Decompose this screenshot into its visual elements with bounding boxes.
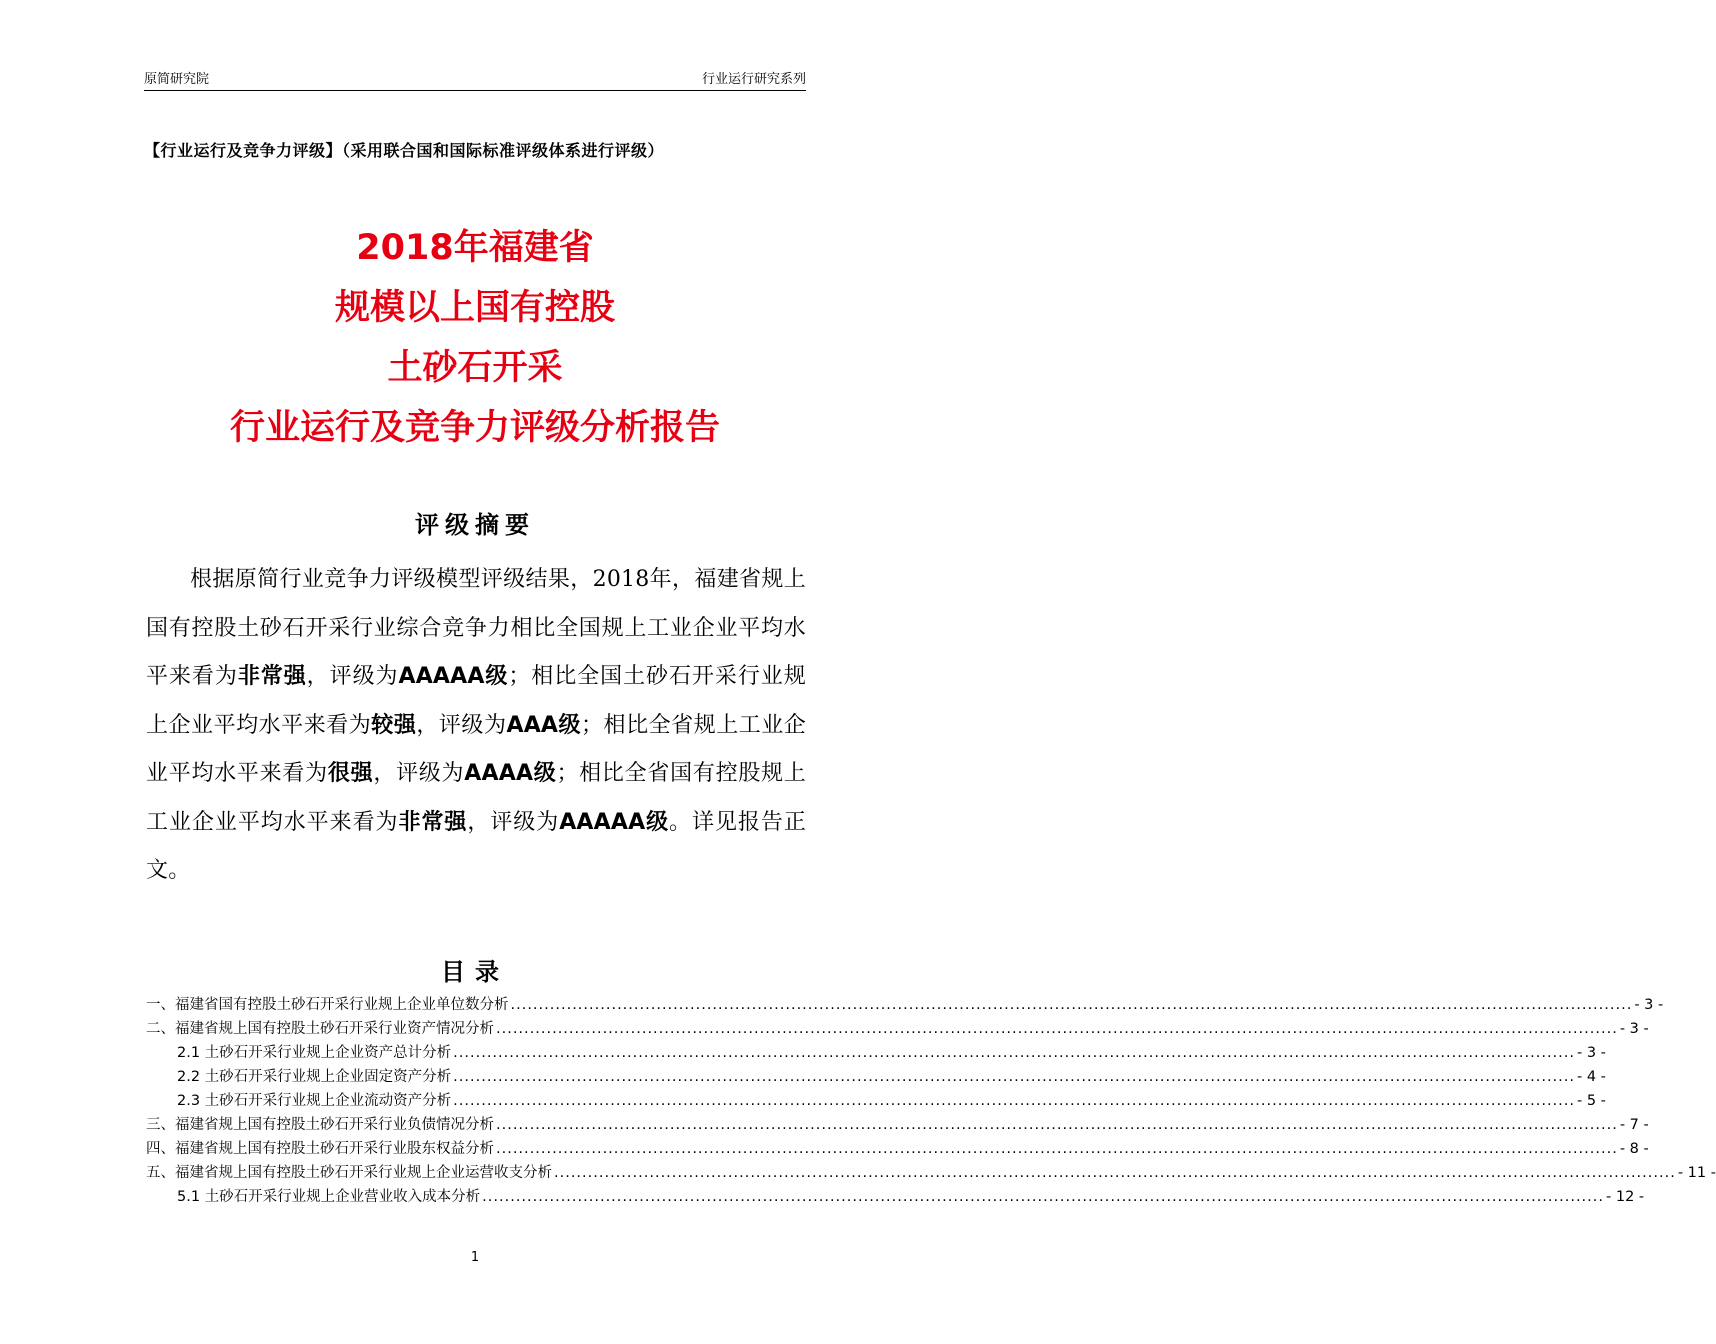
summary-text-segment: ；相比全省规上工业企业平均水平来看为 xyxy=(146,712,806,786)
toc-leader-dots: ........................................................................................................................................................................................................ xyxy=(496,1021,1618,1037)
summary-text-segment: ，评级为 xyxy=(416,712,507,738)
toc-entry-page: - 3 - xyxy=(1577,1045,1606,1061)
summary-text-segment: ，评级为 xyxy=(306,664,399,689)
header-publisher: 原简研究院 xyxy=(144,72,210,87)
summary-text-segment: 根据原简行业竞争力评级模型评级结果，2018年，福建省规上国有控股土砂石开采行业综合竞争力相比全国规上工业企业平均水平来看为 xyxy=(146,567,806,689)
toc-entry-page: - 3 - xyxy=(1634,997,1664,1013)
toc-entry-title: 2.2 土砂石开采行业规上企业固定资产分析 xyxy=(177,1069,452,1085)
report-title xyxy=(0,218,950,458)
toc-entry[interactable] xyxy=(146,1089,1606,1113)
toc-entry-page: - 11 - xyxy=(1677,1165,1716,1181)
toc-entry-title: 三、福建省规上国有控股土砂石开采行业负债情况分析 xyxy=(146,1117,494,1133)
title-line: 行业运行及竞争力评级分析报告 xyxy=(229,408,720,448)
toc-entry-title: 四、福建省规上国有控股土砂石开采行业股东权益分析 xyxy=(146,1141,494,1157)
toc-entry-title: 2.1 土砂石开采行业规上企业资产总计分析 xyxy=(177,1045,452,1061)
summary-text-segment: ，评级为 xyxy=(373,761,465,786)
page-number: 1 xyxy=(470,1250,480,1265)
summary-text-segment: ，评级为 xyxy=(467,809,560,835)
toc-entry-page: - 4 - xyxy=(1577,1069,1606,1085)
toc-entry-page: - 5 - xyxy=(1577,1093,1606,1109)
summary-heading: 评级摘要 xyxy=(415,511,535,539)
toc-entry-title: 五、福建省规上国有控股土砂石开采行业规上企业运营收支分析 xyxy=(146,1165,552,1181)
toc-entry[interactable] xyxy=(146,1017,1649,1041)
toc-leader-dots: ........................................................................................................................................................................................................ xyxy=(496,1141,1618,1157)
toc-entry-page: - 3 - xyxy=(1619,1021,1649,1037)
toc-entry-page: - 8 - xyxy=(1619,1141,1649,1157)
rating-highlight: 很强 xyxy=(327,761,374,786)
rating-banner: 【行业运行及竞争力评级】（采用联合国和国际标准评级体系进行评级） xyxy=(144,141,665,160)
rating-highlight: 较强 xyxy=(371,712,417,738)
toc-entry-title: 2.3 土砂石开采行业规上企业流动资产分析 xyxy=(177,1093,452,1109)
toc-entry[interactable] xyxy=(146,1161,1716,1185)
toc-entry[interactable] xyxy=(146,993,1664,1017)
toc-entry[interactable] xyxy=(146,1113,1649,1137)
header-series: 行业运行研究系列 xyxy=(701,72,806,87)
page-header xyxy=(144,66,806,91)
rating-highlight: AAAAA级 xyxy=(559,809,670,835)
toc-heading: 目录 xyxy=(441,958,509,986)
toc-leader-dots: ........................................................................................................................................................................................................ xyxy=(453,1093,1575,1109)
rating-highlight: 非常强 xyxy=(237,664,307,689)
toc-leader-dots: ........................................................................................................................................................................................................ xyxy=(482,1189,1604,1205)
rating-highlight: AAAAA级 xyxy=(398,664,509,689)
rating-highlight: 非常强 xyxy=(398,809,468,835)
title-line: 规模以上国有控股 xyxy=(334,288,615,328)
toc-entry[interactable] xyxy=(146,1041,1606,1065)
title-line: 2018年福建省 xyxy=(356,228,594,268)
toc-entry-title: 一、福建省国有控股土砂石开采行业规上企业单位数分析 xyxy=(146,997,509,1013)
table-of-contents xyxy=(146,993,1716,1209)
toc-entry-page: - 12 - xyxy=(1606,1189,1645,1205)
toc-leader-dots: ........................................................................................................................................................................................................ xyxy=(453,1045,1575,1061)
summary-text-segment: ；相比全国土砂石开采行业规上企业平均水平来看为 xyxy=(146,664,806,738)
toc-entry[interactable] xyxy=(146,1185,1645,1209)
title-line: 土砂石开采 xyxy=(387,348,563,388)
rating-highlight: AAAA级 xyxy=(464,761,557,786)
toc-entry-title: 5.1 土砂石开采行业规上企业营业收入成本分析 xyxy=(177,1189,481,1205)
summary-paragraph xyxy=(146,556,806,896)
summary-text-segment: ；相比全省国有控股规上工业企业平均水平来看为 xyxy=(146,761,806,835)
rating-highlight: AAA级 xyxy=(506,712,582,738)
summary-text-segment: 。详见报告正文。 xyxy=(146,809,807,883)
toc-leader-dots: ........................................................................................................................................................................................................ xyxy=(453,1069,1575,1085)
toc-entry[interactable] xyxy=(146,1065,1606,1089)
toc-leader-dots: ........................................................................................................................................................................................................ xyxy=(554,1165,1676,1181)
toc-entry-page: - 7 - xyxy=(1619,1117,1649,1133)
toc-leader-dots: ........................................................................................................................................................................................................ xyxy=(496,1117,1618,1133)
toc-leader-dots: ........................................................................................................................................................................................................ xyxy=(510,997,1633,1013)
toc-entry-title: 二、福建省规上国有控股土砂石开采行业资产情况分析 xyxy=(146,1021,494,1037)
toc-entry[interactable] xyxy=(146,1137,1649,1161)
